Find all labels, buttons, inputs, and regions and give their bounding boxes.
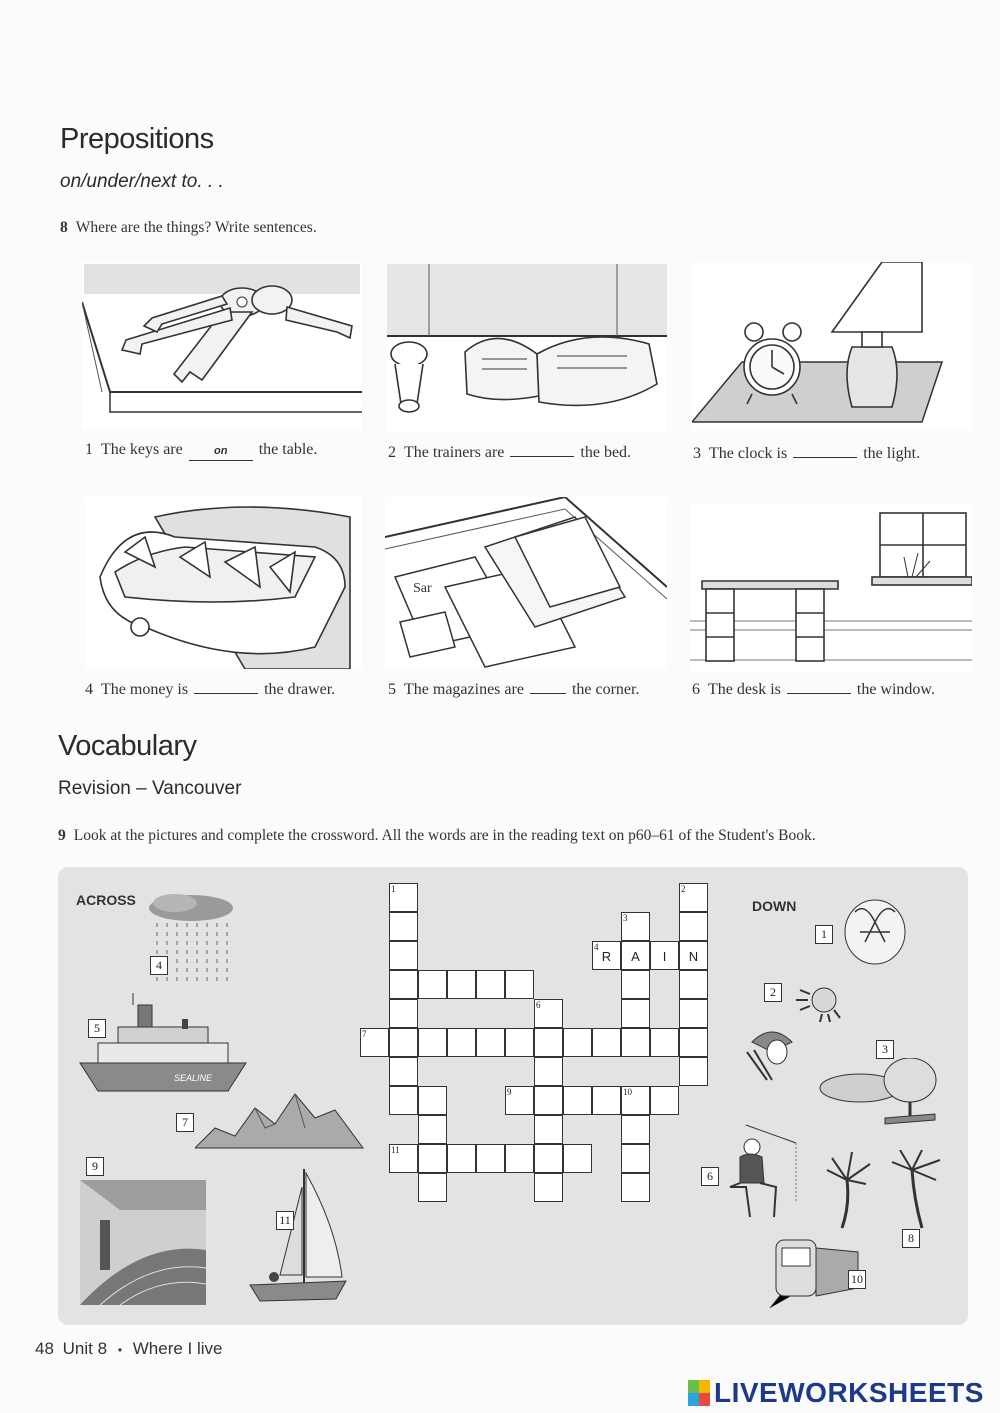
crossword-cell[interactable] <box>679 941 708 970</box>
crossword-cell[interactable] <box>476 1028 505 1057</box>
crossword-cell[interactable] <box>563 1028 592 1057</box>
answer-blank-4[interactable] <box>194 678 258 694</box>
item-text-after: the drawer. <box>264 681 336 698</box>
cell-letter: R <box>601 949 612 964</box>
crossword-cell[interactable] <box>679 883 708 912</box>
down-label: DOWN <box>752 898 797 914</box>
prep-item-5 <box>388 678 639 699</box>
crossword-cell[interactable] <box>534 1173 563 1202</box>
liveworksheets-logo[interactable] <box>688 1377 984 1409</box>
section-subtitle-prepositions: on/under/next to. . . <box>60 171 224 192</box>
across-clue-box-9: 9 <box>86 1157 104 1176</box>
keys-on-table-picture <box>82 262 362 430</box>
crossword-cell[interactable] <box>534 1028 563 1057</box>
crossword-cell[interactable] <box>621 970 650 999</box>
down-clue-box-8: 8 <box>902 1229 920 1248</box>
crossword-cell[interactable] <box>505 1144 534 1173</box>
crossword-cell[interactable] <box>389 1057 418 1086</box>
money-in-drawer-picture <box>85 497 362 669</box>
crossword-cell[interactable] <box>621 1173 650 1202</box>
crossword-cell[interactable] <box>563 1144 592 1173</box>
page-footer <box>35 1339 223 1359</box>
unit-label: Unit 8 <box>62 1339 108 1358</box>
answer-blank-1[interactable]: on <box>189 445 253 461</box>
crossword-cell[interactable] <box>505 970 534 999</box>
instruction-text: Look at the pictures and complete the crossword. All the words are in the reading text on p60–61 of the Student's Book. <box>73 827 816 844</box>
item-text-after: the bed. <box>580 444 632 461</box>
crossword-cell[interactable] <box>447 1028 476 1057</box>
cell-clue-number: 3 <box>623 913 628 923</box>
crossword-cell[interactable] <box>679 1028 708 1057</box>
exercise-number: 8 <box>60 219 68 236</box>
crossword-cell[interactable] <box>418 1115 447 1144</box>
item-text-before: The clock is <box>709 445 788 462</box>
crossword-cell[interactable] <box>679 912 708 941</box>
item-text-after: the light. <box>863 445 921 462</box>
crossword-cell[interactable] <box>563 1086 592 1115</box>
crossword-cell[interactable] <box>621 1144 650 1173</box>
across-clue-box-5: 5 <box>88 1019 106 1038</box>
answer-blank-3[interactable] <box>793 442 857 458</box>
item-number: 2 <box>388 444 396 461</box>
lobster-picture <box>835 892 915 967</box>
magazines-in-corner-picture <box>385 497 667 669</box>
unit-title: Where I live <box>132 1339 223 1358</box>
prep-item-3 <box>693 442 920 463</box>
cell-clue-number: 11 <box>391 1145 400 1155</box>
crossword-cell[interactable] <box>592 1028 621 1057</box>
item-number: 4 <box>85 681 93 698</box>
crossword-cell[interactable] <box>650 941 679 970</box>
item-number: 6 <box>692 681 700 698</box>
instruction-text: Where are the things? Write sentences. <box>75 219 317 236</box>
crossword-cell[interactable] <box>418 970 447 999</box>
item-number: 1 <box>85 441 93 458</box>
prep-item-2 <box>388 441 631 462</box>
exercise-number: 9 <box>58 827 66 844</box>
item-text-before: The desk is <box>708 681 781 698</box>
cell-clue-number: 1 <box>391 884 396 894</box>
ship-picture <box>78 993 248 1095</box>
crossword-cell[interactable] <box>679 999 708 1028</box>
crossword-cell[interactable] <box>621 1115 650 1144</box>
train-picture <box>760 1228 860 1310</box>
crossword-cell[interactable] <box>650 1028 679 1057</box>
answer-blank-5[interactable] <box>530 678 566 694</box>
prep-item-1 <box>85 441 317 461</box>
cell-letter: A <box>631 949 640 964</box>
crossword-cell[interactable] <box>476 1144 505 1173</box>
crossword-cell[interactable] <box>621 912 650 941</box>
cell-letter: N <box>688 949 699 964</box>
down-clue-box-2: 2 <box>764 983 782 1002</box>
down-clue-box-6: 6 <box>701 1167 719 1186</box>
crossword-cell[interactable] <box>389 941 418 970</box>
crossword-cell[interactable] <box>447 1144 476 1173</box>
logo-mark-icon <box>688 1380 710 1406</box>
page-number: 48 <box>35 1339 54 1358</box>
crossword-cell[interactable] <box>621 1028 650 1057</box>
crossword-cell[interactable] <box>389 883 418 912</box>
exercise-9-instruction <box>58 827 816 845</box>
item-text-after: the table. <box>258 441 318 458</box>
crossword-cell[interactable] <box>389 1028 418 1057</box>
svg-text:Sar: Sar <box>413 581 432 596</box>
cell-clue-number: 9 <box>507 1087 512 1097</box>
answer-blank-2[interactable] <box>510 441 574 457</box>
crossword-cell[interactable] <box>592 1086 621 1115</box>
crossword-cell[interactable] <box>679 1057 708 1086</box>
cell-clue-number: 6 <box>536 1000 541 1010</box>
clock-next-to-light-picture <box>692 262 972 430</box>
item-text-after: the window. <box>856 681 935 698</box>
crossword-cell[interactable] <box>418 1173 447 1202</box>
item-number: 5 <box>388 681 396 698</box>
item-text-before: The keys are <box>101 441 183 458</box>
sun-picture <box>790 978 850 1028</box>
cell-letter: I <box>662 949 667 964</box>
skier-picture <box>742 1022 802 1082</box>
crossword-cell[interactable] <box>650 1086 679 1115</box>
crossword-cell[interactable] <box>534 1057 563 1086</box>
footer-separator: • <box>117 1343 123 1357</box>
exercise-8-instruction <box>60 219 317 237</box>
trainers-under-bed-picture <box>387 264 667 432</box>
item-text-before: The magazines are <box>404 681 524 698</box>
crossword-cell[interactable] <box>592 941 621 970</box>
mountains-picture <box>195 1088 365 1150</box>
park-picture <box>815 1058 945 1128</box>
item-text-before: The trainers are <box>404 444 505 461</box>
down-clue-box-1: 1 <box>815 925 833 944</box>
crossword-cell[interactable] <box>476 970 505 999</box>
answer-blank-6[interactable] <box>787 678 851 694</box>
section-title-vocabulary: Vocabulary <box>58 730 197 762</box>
crossword-cell[interactable] <box>418 1028 447 1057</box>
crossword-cell[interactable] <box>679 970 708 999</box>
sailboat-picture <box>240 1167 350 1307</box>
crossword-cell[interactable] <box>418 1086 447 1115</box>
crossword-cell[interactable] <box>389 912 418 941</box>
crossword-cell[interactable] <box>621 999 650 1028</box>
cell-clue-number: 7 <box>362 1029 367 1039</box>
item-text-before: The money is <box>101 681 189 698</box>
theatre-picture <box>80 1180 206 1305</box>
desk-under-window-picture <box>690 505 972 671</box>
crossword-cell[interactable] <box>447 970 476 999</box>
across-label: ACROSS <box>76 892 136 908</box>
item-number: 3 <box>693 445 701 462</box>
across-clue-box-11: 11 <box>276 1211 294 1230</box>
crossword-cell[interactable] <box>418 1144 447 1173</box>
section-title-prepositions: Prepositions <box>60 123 214 155</box>
across-clue-box-4: 4 <box>150 956 168 975</box>
cell-clue-number: 10 <box>623 1087 632 1097</box>
crossword-cell[interactable] <box>389 999 418 1028</box>
down-clue-box-10: 10 <box>848 1270 866 1289</box>
crossword-cell[interactable] <box>505 1028 534 1057</box>
crossword-cell[interactable] <box>389 970 418 999</box>
ship-name-text: SEALINE <box>174 1073 213 1083</box>
across-clue-box-7: 7 <box>176 1113 194 1132</box>
crossword-cell[interactable] <box>621 1086 650 1115</box>
brand-name: LIVEWORKSHEETS <box>714 1377 984 1408</box>
palm-trees-picture <box>822 1150 947 1230</box>
prep-item-4 <box>85 678 335 699</box>
cell-clue-number: 2 <box>681 884 686 894</box>
crossword-cell[interactable] <box>621 941 650 970</box>
crossword-cell[interactable] <box>389 1144 418 1173</box>
crossword-cell[interactable] <box>505 1086 534 1115</box>
down-clue-box-3: 3 <box>876 1040 894 1059</box>
crossword-cell[interactable] <box>534 1086 563 1115</box>
item-text-after: the corner. <box>571 681 640 698</box>
crossword-cell[interactable] <box>389 1086 418 1115</box>
section-subtitle-vocabulary: Revision – Vancouver <box>58 778 242 799</box>
cell-clue-number: 4 <box>594 942 599 952</box>
crossword-cell[interactable] <box>534 1115 563 1144</box>
crossword-cell[interactable] <box>534 1144 563 1173</box>
crossword-cell[interactable] <box>360 1028 389 1057</box>
crossword-cell[interactable] <box>534 999 563 1028</box>
prep-item-6 <box>692 678 935 699</box>
